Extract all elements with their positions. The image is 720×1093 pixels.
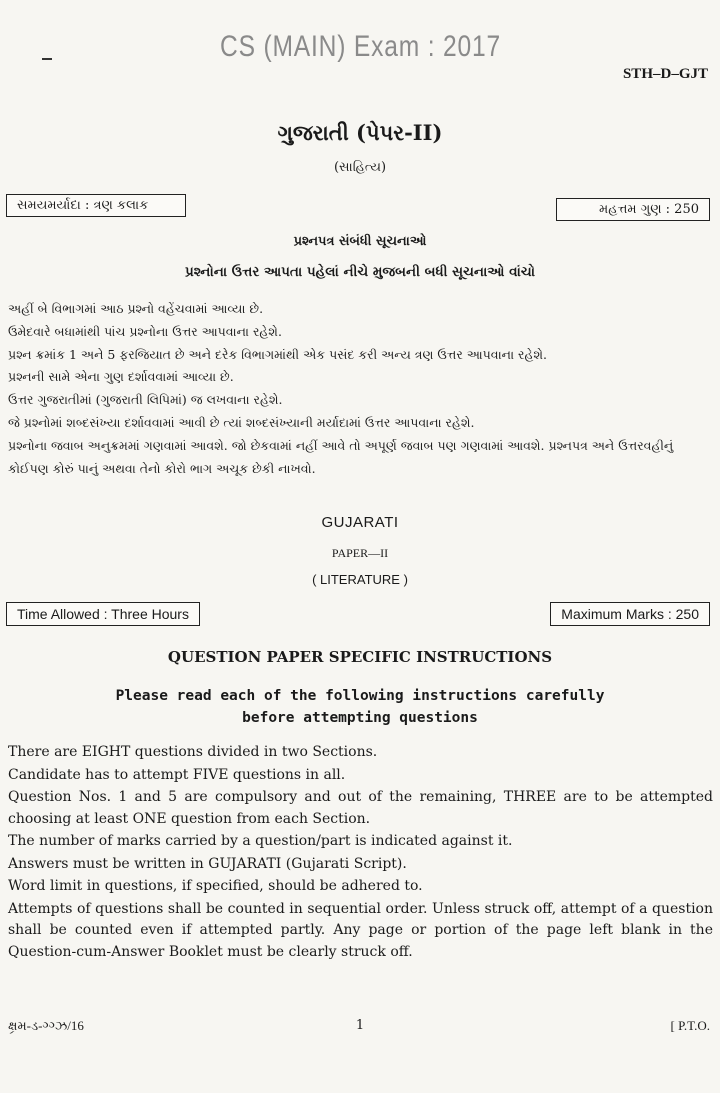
english-paper: PAPER—II bbox=[331, 546, 389, 560]
english-instructions bbox=[8, 742, 713, 964]
gujarati-instruction-item: પ્રશ્નની સામે એના ગુણ દર્શાવવામાં આવ્યા છે. bbox=[8, 369, 234, 385]
english-instructions-heading: QUESTION PAPER SPECIFIC INSTRUCTIONS bbox=[167, 648, 553, 666]
page-number: 1 bbox=[355, 1018, 365, 1033]
gujarati-instruction-item: પ્રશ્નોના જવાબ અનુક્રમમાં ગણવામાં આવશે. જો છેકવામાં નહીં આવે તો અપૂર્ણ જવાબ પણ ગણવામાં આવશે. પ્રશ્નપત્ર અને ઉત્તરવહીનું કોઈપણ કોરું પાનું અથવા તેનો કોરો ભાગ અચૂક છેકી નાખવો. bbox=[8, 437, 674, 476]
english-read-line: Please read each of the following instructions carefully bbox=[115, 688, 605, 704]
gujarati-instruction-item: જે પ્રશ્નોમાં શબ્દસંખ્યા દર્શાવવામાં આવી છે ત્યાં શબ્દસંખ્યાની મર્યાદામાં ઉત્તર આપવાના રહેશે. bbox=[8, 414, 475, 430]
english-instruction-item: Question Nos. 1 and 5 are compulsory and out of the remaining, THREE are to be attempted choosing at least ONE question from each Section. bbox=[8, 789, 713, 827]
english-instruction-item: Attempts of questions shall be counted in sequential order. Unless struck off, attempt of a question shall be counted even if attempted partly. Any page or portion of the page left blank in the Question-cum-Answer Booklet must be clearly struck off. bbox=[8, 900, 713, 960]
english-instruction-item: The number of marks carried by a question/part is indicated against it. bbox=[8, 833, 513, 849]
gujarati-instruction-item: ઉમેદવારે બધામાંથી પાંચ પ્રશ્નોના ઉત્તર આપવાના રહેશે. bbox=[8, 323, 282, 339]
english-time-box: Time Allowed : Three Hours bbox=[6, 602, 200, 626]
gujarati-title: ગુજરાતી (પેપર-II) bbox=[277, 120, 443, 145]
paper-code: STH–D–GJT bbox=[622, 66, 708, 82]
pto-note: [ P.T.O. bbox=[670, 1018, 710, 1033]
english-subject: GUJARATI bbox=[321, 514, 399, 531]
gujarati-marks-box: મહત્તમ ગુણ : 250 bbox=[556, 198, 710, 221]
english-literature: ( LITERATURE ) bbox=[312, 572, 408, 587]
english-instruction-item: Word limit in questions, if specified, should be adhered to. bbox=[8, 878, 423, 894]
footer-code: ક્ષ્રમ-ડ-ગ્ગ્ઝ/16 bbox=[8, 1018, 84, 1033]
english-instruction-item: Answers must be written in GUJARATI (Gujarati Script). bbox=[8, 855, 407, 872]
gujarati-instructions bbox=[8, 298, 714, 480]
gujarati-instruction-item: ઉત્તર ગુજરાતીમાં (ગુજરાતી લિપિમાં) જ લખવાના રહેશે. bbox=[8, 392, 283, 408]
exam-stamp: CS (MAIN) Exam : 2017 bbox=[220, 30, 502, 63]
gujarati-instruction-item: પ્રશ્ન ક્રમાંક 1 અને 5 ફરજિયાત છે અને દરેક વિભાગમાંથી એક પસંદ કરી અન્ય ત્રણ ઉત્તર આપવાના રહેશે. bbox=[8, 346, 547, 362]
english-instruction-item: There are EIGHT questions divided in two Sections. bbox=[8, 744, 378, 760]
gujarati-subtitle: (સાહિત્ય) bbox=[333, 160, 387, 175]
english-read-line: before attempting questions bbox=[242, 710, 478, 726]
stray-mark bbox=[42, 58, 52, 60]
english-read-note bbox=[0, 685, 720, 729]
english-marks-box: Maximum Marks : 250 bbox=[550, 602, 710, 626]
gujarati-time-box: સમયમર્યાદા : ત્રણ કલાક bbox=[6, 194, 186, 217]
english-instruction-item: Candidate has to attempt FIVE questions in all. bbox=[8, 766, 346, 783]
gujarati-read-instruction: પ્રશ્નોના ઉત્તર આપતા પહેલાં નીચે મુજબની બધી સૂચનાઓ વાંચો bbox=[184, 264, 536, 280]
gujarati-heading: પ્રશ્નપત્ર સંબંધી સૂચનાઓ bbox=[293, 234, 427, 249]
gujarati-instruction-item: અહીં બે વિભાગમાં આઠ પ્રશ્નો વહેંચવામાં આવ્યા છે. bbox=[8, 301, 264, 316]
